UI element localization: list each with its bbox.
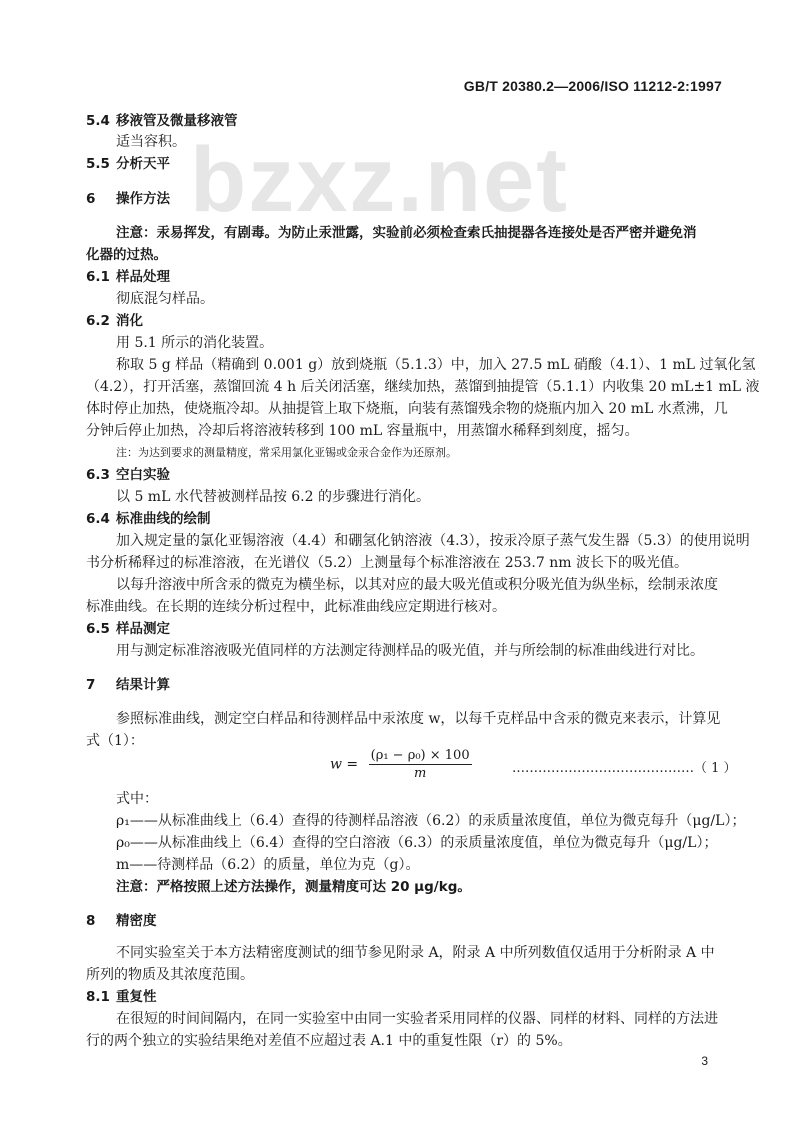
heading-8 xyxy=(86,912,157,930)
heading-6-5 xyxy=(86,620,170,638)
equation-lhs: w = xyxy=(330,756,359,773)
heading-title: 结果计算 xyxy=(116,677,170,693)
equation-number: ……………………………………（ 1 ） xyxy=(512,761,737,776)
paragraph-6-2-line-2: 称取 5 g 样品（精确到 0.001 g）放到烧瓶（5.1.3）中，加入 27.5 mL 硝酸（4.1）、1 mL 过氧化氢 xyxy=(116,357,756,373)
definition-rho1: ρ₁——从标准曲线上（6.4）查得的待测样品溶液（6.2）的汞质量浓度值，单位为微克每升（μg/L）； xyxy=(116,813,746,829)
precision-note: 注意：严格按照上述方法操作，测量精度可达 20 μg/kg。 xyxy=(116,879,471,895)
heading-6 xyxy=(86,190,170,208)
equation-numerator: (ρ₁ − ρ₀) × 100 xyxy=(370,748,470,763)
paragraph-6-2-line-3: （4.2），打开活塞，蒸馏回流 4 h 后关闭活塞，继续加热，蒸馏到抽提管（5.1.1）内收集 20 mL±1 mL 液 xyxy=(86,379,760,395)
heading-title: 样品处理 xyxy=(116,269,170,285)
heading-5-5 xyxy=(86,155,170,173)
heading-number: 6.4 xyxy=(86,511,110,527)
heading-number: 8 xyxy=(86,913,96,929)
paragraph-5-4: 适当容积。 xyxy=(116,134,186,150)
where-label: 式中： xyxy=(116,791,158,807)
paragraph-8-1-line-1: 在很短的时间间隔内，在同一实验室中由同一实验者采用同样的仪器、同样的材料、同样的方法进 xyxy=(116,1011,718,1027)
footnote-6-2: 注：为达到要求的测量精度，常采用氯化亚锡或金汞合金作为还原剂。 xyxy=(116,446,457,459)
heading-6-3 xyxy=(86,466,170,484)
heading-8-1 xyxy=(86,988,157,1006)
warning-note-line-2: 化器的过热。 xyxy=(86,247,167,263)
heading-number: 5.4 xyxy=(86,113,110,129)
paragraph-6-4-line-3: 以每升溶液中所含汞的微克为横坐标，以其对应的最大吸光值或积分吸光值为纵坐标，绘制汞浓度 xyxy=(116,577,718,593)
paragraph-6-4-line-2: 书分析稀释过的标准溶液，在光谱仪（5.2）上测量每个标准溶液在 253.7 nm 波长下的吸光值。 xyxy=(86,555,688,571)
heading-6-1 xyxy=(86,268,170,286)
heading-title: 消化 xyxy=(116,313,143,329)
paragraph-6-2-line-4: 体时停止加热，使烧瓶冷却。从抽提管上取下烧瓶，向装有蒸馏残余物的烧瓶内加入 20 mL 水煮沸，几 xyxy=(86,401,728,417)
equation-fraction xyxy=(369,748,472,781)
heading-number: 6 xyxy=(86,191,96,207)
paragraph-6-2-line-1: 用 5.1 所示的消化装置。 xyxy=(116,335,274,351)
paragraph-6-5: 用与测定标准溶液吸光值同样的方法测定待测样品的吸光值，并与所绘制的标准曲线进行对比。 xyxy=(116,643,704,659)
heading-number: 6.2 xyxy=(86,313,110,329)
paragraph-8-1-line-2: 行的两个独立的实验结果绝对差值不应超过表 A.1 中的重复性限（r）的 5%。 xyxy=(86,1033,572,1049)
heading-title: 分析天平 xyxy=(116,156,170,172)
paragraph-6-3: 以 5 mL 水代替被测样品按 6.2 的步骤进行消化。 xyxy=(116,489,430,505)
heading-7 xyxy=(86,676,170,694)
definition-rho0: ρ₀——从标准曲线上（6.4）查得的空白溶液（6.3）的汞质量浓度值，单位为微克每升（μg/L）； xyxy=(116,835,718,851)
heading-number: 6.5 xyxy=(86,621,110,637)
heading-number: 6.3 xyxy=(86,467,110,483)
heading-number: 6.1 xyxy=(86,269,110,285)
heading-title: 移液管及微量移液管 xyxy=(116,113,238,129)
equation-denominator: m xyxy=(413,766,427,781)
heading-number: 8.1 xyxy=(86,989,110,1005)
heading-title: 操作方法 xyxy=(116,191,170,207)
paragraph-8-line-1: 不同实验室关于本方法精密度测试的细节参见附录 A，附录 A 中所列数值仅适用于分析附录 A 中 xyxy=(116,945,715,961)
paragraph-6-4-line-4: 标准曲线。在长期的连续分析过程中，此标准曲线应定期进行核对。 xyxy=(86,599,506,615)
heading-6-2 xyxy=(86,312,143,330)
warning-note-line-1: 注意：汞易挥发，有剧毒。为防止汞泄露，实验前必须检查索氏抽提器各连接处是否严密并避免消 xyxy=(116,225,697,241)
watermark: bzxz.net xyxy=(190,129,569,231)
paragraph-6-1: 彻底混匀样品。 xyxy=(116,291,214,307)
page-number: 3 xyxy=(701,1054,708,1068)
heading-title: 重复性 xyxy=(116,989,157,1005)
paragraph-8-line-2: 所列的物质及其浓度范围。 xyxy=(86,967,254,983)
standard-header: GB/T 20380.2—2006/ISO 11212-2:1997 xyxy=(463,78,722,94)
heading-title: 样品测定 xyxy=(116,621,170,637)
paragraph-7-line-2: 式（1）： xyxy=(86,733,144,749)
definition-m: m——待测样品（6.2）的质量，单位为克（g）。 xyxy=(116,857,420,873)
paragraph-7-line-1: 参照标准曲线，测定空白样品和待测样品中汞浓度 w，以每千克样品中含汞的微克来表示，计算见 xyxy=(116,711,721,727)
heading-title: 精密度 xyxy=(116,913,157,929)
equation-1 xyxy=(330,748,472,781)
heading-number: 5.5 xyxy=(86,156,110,172)
heading-number: 7 xyxy=(86,677,96,693)
heading-6-4 xyxy=(86,510,211,528)
heading-5-4 xyxy=(86,112,238,130)
heading-title: 标准曲线的绘制 xyxy=(116,511,211,527)
paragraph-6-4-line-1: 加入规定量的氯化亚锡溶液（4.4）和硼氢化钠溶液（4.3），按汞冷原子蒸气发生器（5.3）的使用说明 xyxy=(116,533,750,549)
paragraph-6-2-line-5: 分钟后停止加热，冷却后将溶液转移到 100 mL 容量瓶中，用蒸馏水稀释到刻度，摇匀。 xyxy=(86,423,639,439)
heading-title: 空白实验 xyxy=(116,467,170,483)
